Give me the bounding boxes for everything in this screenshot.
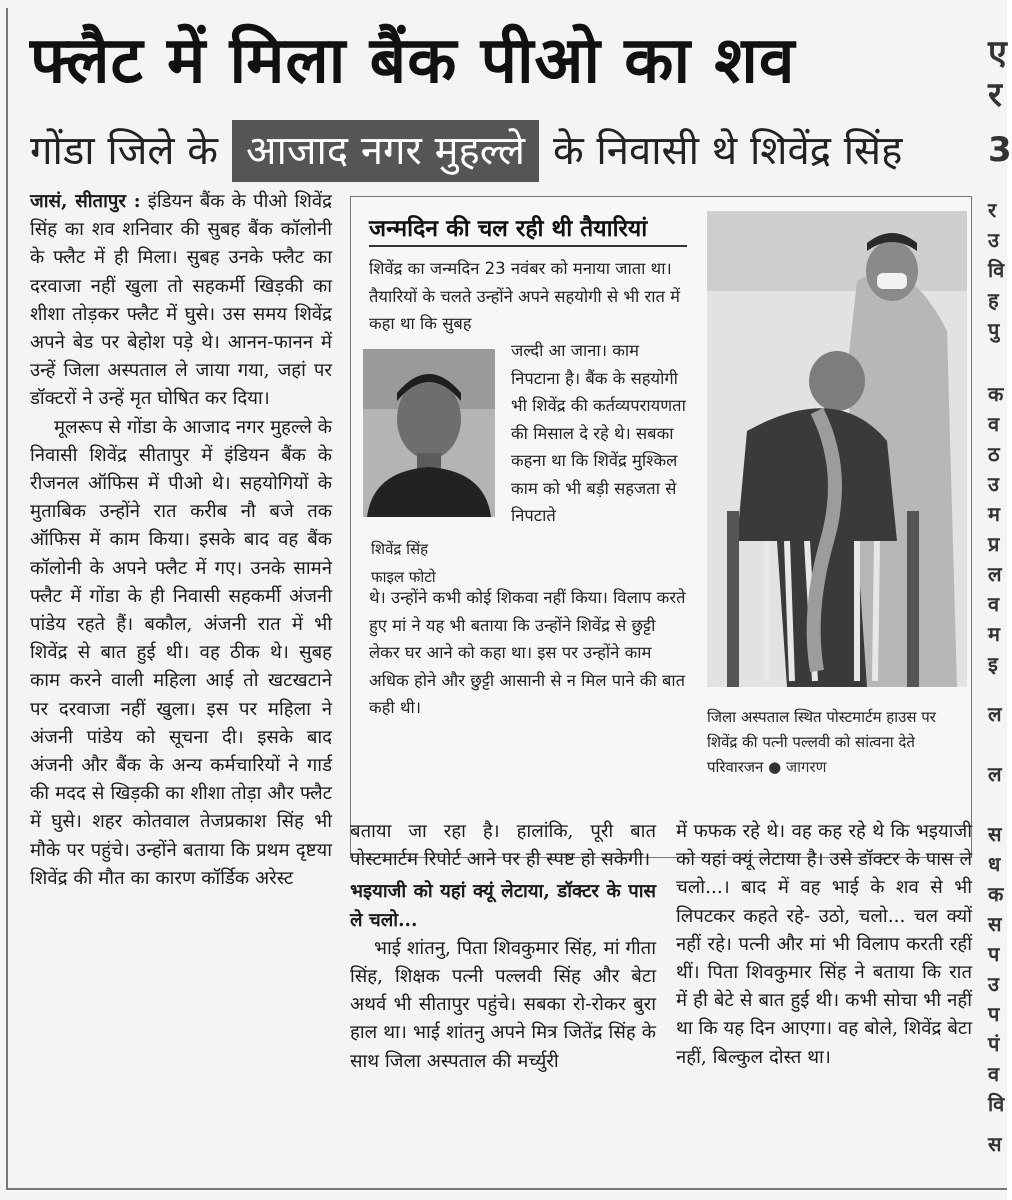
article-paragraph: मूलरूप से गोंडा के आजाद नगर मुहल्ले के निवासी शिवेंद्र सीतापुर में इंडियन बैंक के रीजनल ऑफिस में पीओ थे। सहयोगियों के मुताबिक उन्होंने रात करीब नौ बजे तक ऑफिस में काम किया। इसके बाद वह बैंक कॉलोनी के अपने फ्लैट में गए। उनके सामने फ्लैट में गोंडा के ही निवासी सहकर्मी अंजनी पांडेय रहते हैं। बकौल, अंजनी रात में भी शिवेंद्र से बात हुई थी। वह ठीक थे। सुबह काम करने वाली महिला आई तो खटखटाने पर दरवाजा नहीं खुला। इस पर महिला ने अंजनी पांडेय को सूचना दी। इसके बाद अंजनी और बैंक के अन्य कर्मचारियों ने गार्ड की मदद से खिड़की का शीशा तोड़ा और फ्लैट में घुसे। शहर कोतवाल तेजप्रकाश सिंह भी मौके पर पहुंचे। उन्होंने बताया कि प्रथम दृष्टया शिवेंद्र की मौत का कारण कॉर्डिक अरेस्ट: [30, 416, 332, 889]
edge-text-fragment: र: [988, 198, 997, 222]
article-column-3: [676, 818, 972, 1188]
title-underline: [369, 245, 687, 247]
portrait-photo: [363, 349, 495, 517]
article-column-2: [350, 818, 656, 1188]
clipping-border-bottom: [6, 1188, 1007, 1190]
edge-text-fragment: उ: [988, 472, 999, 496]
edge-text-fragment: म: [988, 622, 1000, 646]
edge-text-fragment: ए: [988, 33, 1007, 73]
sidebar-paragraph: जल्दी आ जाना। काम निपटाना है। बैंक के सहयोगी भी शिवेंद्र की कर्तव्यपरायणता की मिसाल दे रहे थे। सबका कहना था कि शिवेंद्र मुश्किल काम को भी बड़ी सहजता से निपटाते: [511, 341, 686, 525]
sidebar-box: [350, 196, 972, 858]
edge-text-fragment: व: [988, 1062, 1000, 1086]
sidebar-paragraph: थे। उन्होंने कभी कोई शिकवा नहीं किया। विलाप करते हुए मां ने यह भी बताया कि उन्होंने शिवेंद्र से छुट्टी लेकर घर आने को कहा था। इस पर उन्होंने काम अधिक होने और छुट्टी आसानी से न मिल पाने की बात कही थी।: [369, 588, 686, 717]
edge-text-fragment: उ: [988, 228, 999, 252]
headline: फ्लैट में मिला बैंक पीओ का शव: [30, 24, 796, 98]
edge-text-fragment: इ: [988, 652, 998, 676]
photo-caption: [707, 705, 969, 780]
edge-text-fragment: म: [988, 502, 1000, 526]
subhead-text-before: गोंडा जिले के: [30, 128, 218, 174]
edge-text-fragment: ध: [988, 852, 1001, 876]
edge-text-fragment: 3: [988, 130, 1012, 170]
subhead-highlight: आजाद नगर मुहल्ले: [232, 120, 539, 182]
edge-text-fragment: क: [988, 882, 1004, 906]
sidebar-paragraph: शिवेंद्र का जन्मदिन 23 नवंबर को मनाया जाता था। तैयारियों के चलते उन्होंने अपने सहयोगी से भी रात में कहा था कि सुबह: [369, 259, 681, 333]
edge-text-fragment: ल: [988, 702, 1002, 726]
edge-text-fragment: प: [988, 942, 1000, 966]
article-paragraph: भाई शांतनु, पिता शिवकुमार सिंह, मां गीता सिंह, शिक्षक पत्नी पल्लवी सिंह और बेटा अथर्व भी सीतापुर पहुंचे। सबका रो-रोकर बुरा हाल था। भाई शांतनु अपने मित्र जितेंद्र सिंह के साथ जिला अस्पताल की मर्च्युरी: [350, 937, 656, 1072]
edge-text-fragment: उ: [988, 972, 999, 996]
paragraph-text: इंडियन बैंक के पीओ शिवेंद्र सिंह का शव शनिवार की सुबह बैंक कॉलोनी के फ्लैट में ही मिला। सुबह उनके फ्लैट का दरवाजा नहीं खुला तो सहकर्मी खिड़की का शीशा तोड़कर फ्लैट में घुसे। उस समय शिवेंद्र अपने बेड पर बेहोश पड़े थे। आनन-फानन में उन्हें जिला अस्पताल ले जाया गया, जहां पर डॉक्टरों ने उन्हें मृत घोषित कर दिया।: [30, 191, 332, 410]
edge-text-fragment: प: [988, 1002, 1000, 1026]
portrait-caption: [371, 535, 501, 591]
edge-text-fragment: स: [988, 822, 1002, 846]
edge-text-fragment: वि: [988, 258, 1005, 282]
family-mourning-photo: [707, 211, 967, 687]
portrait-caption-name: शिवेंद्र सिंह: [371, 540, 429, 558]
clipping-border-left: [6, 8, 8, 1188]
edge-text-fragment: प्र: [988, 532, 1000, 556]
subhead-text-after: के निवासी थे शिवेंद्र सिंह: [552, 128, 903, 174]
article-paragraph: में फफक रहे थे। वह कह रहे थे कि भइयाजी को यहां क्यूं लेटाया है। उसे डॉक्टर के पास ले चलो...। बाद में वह भाई के शव से भी लिपटकर कहते रहे- उठो, चलो... चल क्यों नहीं रहे। पत्नी और मां भी विलाप करती रहीं थीं। पिता शिवकुमार सिंह ने बताया कि रात में ही बेटे से बात हुई थी। कभी सोचा भी नहीं था कि यह दिन आएगा। वह बोले, शिवेंद्र बेटा नहीं, बिल्कुल दोस्त था।: [676, 821, 972, 1068]
adjacent-article-fragment: [988, 0, 1012, 1200]
dateline: जासं, सीतापुर :: [30, 191, 141, 212]
portrait-caption-note: फाइल फोटो: [371, 568, 436, 586]
subheadline: [30, 120, 980, 182]
sidebar-title: जन्मदिन की चल रही थी तैयारियां: [369, 216, 648, 242]
edge-text-fragment: ल: [988, 562, 1002, 586]
article-column-1: [30, 188, 332, 1188]
photo-caption-text: जिला अस्पताल स्थित पोस्टमार्टम हाउस पर शिवेंद्र की पत्नी पल्लवी को सांत्वना देते परिवारजन: [707, 708, 936, 776]
edge-text-fragment: ल: [988, 762, 1002, 786]
inline-subheading: भइयाजी को यहां क्यूं लेटाया, डॉक्टर के पास ले चलो...: [350, 881, 656, 931]
edge-text-fragment: व: [988, 412, 1000, 436]
photo-credit: ● जागरण: [768, 758, 827, 776]
edge-text-fragment: र: [988, 75, 1002, 115]
edge-text-fragment: वि: [988, 1092, 1005, 1116]
article-paragraph: [30, 188, 332, 414]
edge-text-fragment: क: [988, 382, 1004, 406]
edge-text-fragment: ठ: [988, 442, 1000, 466]
edge-text-fragment: पं: [988, 1032, 1000, 1056]
edge-text-fragment: स: [988, 1132, 1002, 1156]
edge-text-fragment: पु: [988, 318, 1000, 342]
article-paragraph: बताया जा रहा है। हालांकि, पूरी बात पोस्टमार्टम रिपोर्ट आने पर ही स्पष्ट हो सकेगी।: [350, 821, 656, 871]
edge-text-fragment: स: [988, 912, 1002, 936]
edge-text-fragment: व: [988, 592, 1000, 616]
edge-text-fragment: ह: [988, 288, 999, 312]
